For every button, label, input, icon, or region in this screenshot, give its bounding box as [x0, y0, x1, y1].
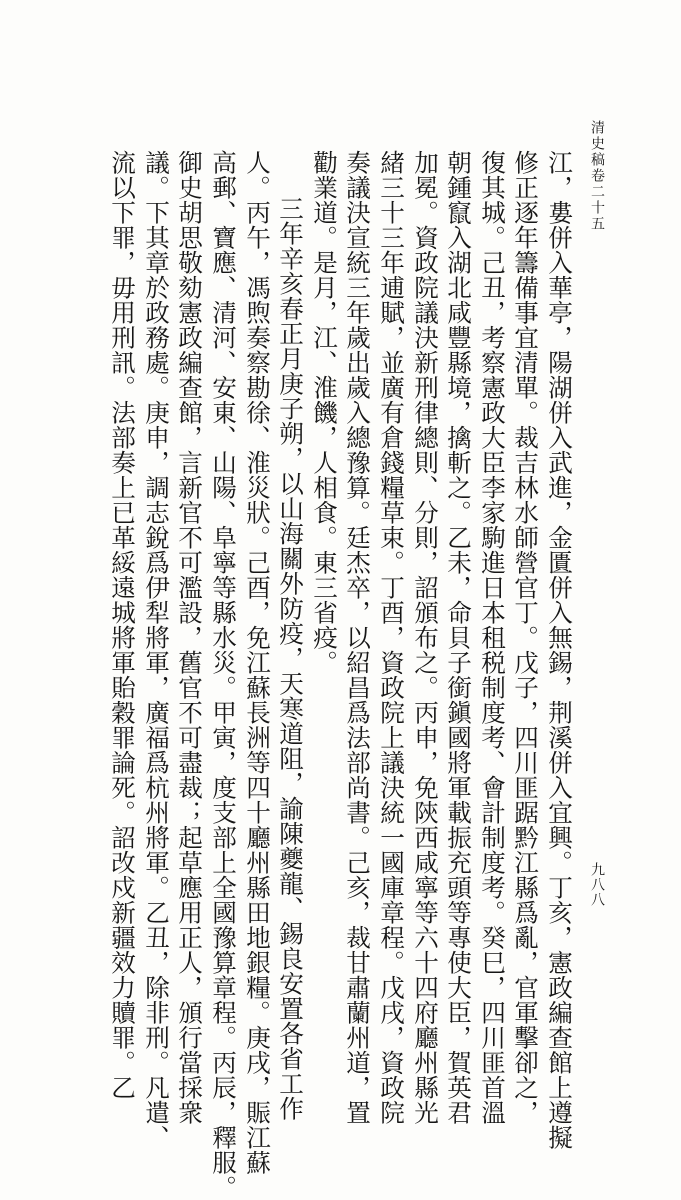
running-title: 清史稿卷二十五: [589, 120, 605, 232]
text-column: 江，婁併入華亭，陽湖併入武進，金匱併入無錫，荆溪併入宜興。丁亥，憲政編查館上遵擬: [545, 150, 574, 1150]
text-column: 人。丙午，馮煦奏察勘徐、淮災狀。己酉，免江蘇長洲等四十廳州縣田地銀糧。庚戌，賑江蘇: [243, 150, 272, 1175]
text-column: 三年辛亥春正月庚子朔，以山海關外防疫，天寒道阻，諭陳夔龍、錫良安置各省工作: [276, 196, 305, 1121]
text-column: 復其城。己丑，考察憲政大臣李家駒進日本租税制度考、會計制度考。癸巳，四川匪首溫: [478, 150, 507, 1125]
text-column: 奏議決宣統三年歲出歲入總豫算。廷杰卒，以紹昌爲法部尚書。己亥，裁甘肅蘭州道，置: [343, 150, 372, 1125]
text-column: 加冕。資政院議決新刑律總則、分則，詔頒布之。丙申，免陝西咸寧等六十四府廳州縣光: [411, 150, 440, 1125]
text-column: 朝鍾竄入湖北咸豐縣境，擒斬之。乙未，命貝子銜鎭國將軍載振充頭等專使大臣，賀英君: [444, 150, 473, 1125]
text-column: 修正逐年籌備事宜清單。裁吉林水師營官丁。戊子，四川匪踞黔江縣爲亂，官軍擊卻之，: [511, 150, 540, 1125]
text-column: 議。下其章於政務處。庚申，調志銳爲伊犁將軍，廣福爲杭州將軍。乙丑，除非刑。凡遣、: [142, 150, 171, 1150]
text-column: 勸業道。是月，江、淮饑，人相食。東三省疫。: [310, 150, 339, 675]
text-column: 高郵、寶應、清河、安東、山陽、阜寧等縣水災。甲寅，度支部上全國豫算章程。丙辰，釋服。: [209, 150, 238, 1200]
text-column: 緒三十三年逋賦，並廣有倉錢糧草束。丁酉，資政院上議決統一國庫章程。戊戌，資政院: [377, 150, 406, 1125]
page-number: 九八八: [589, 862, 605, 907]
text-column: 流以下罪，毋用刑訊。法部奏上已革綏遠城將軍貽穀罪論死。詔改戍新疆效力贖罪。乙: [108, 150, 137, 1100]
text-column: 御史胡思敬劾憲政編查館，言新官不可濫設，舊官不可盡裁；起草應用正人，頒行當採衆: [175, 150, 204, 1125]
